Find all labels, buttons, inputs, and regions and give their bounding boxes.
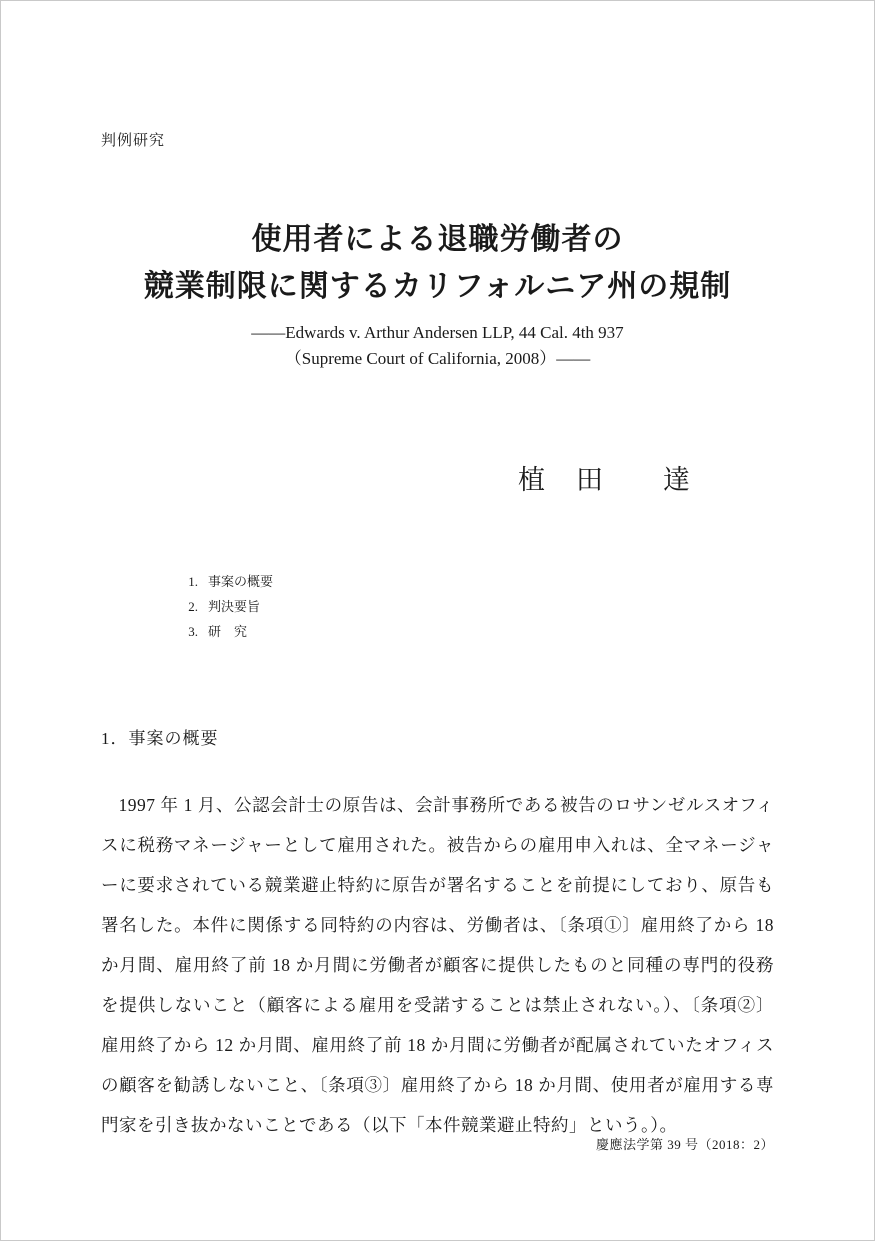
toc-item-number: 3. (188, 624, 198, 639)
toc-item-label: 判決要旨 (208, 599, 261, 614)
author-name: 植 田 達 (518, 465, 692, 495)
case-citation (1, 320, 874, 372)
toc-item-label: 研 究 (208, 624, 248, 639)
toc-item (176, 594, 874, 619)
table-of-contents (176, 569, 874, 644)
subtitle-line-1: ——Edwards v. Arthur Andersen LLP, 44 Cal. 4th 937 (251, 323, 624, 342)
title-line-1: 使用者による退職労働者の (251, 223, 624, 256)
subtitle-line-2: （Supreme Court of California, 2008）—— (284, 349, 591, 368)
toc-item-label: 事案の概要 (208, 574, 274, 589)
header-label: 判例研究 (101, 133, 166, 149)
body-paragraph: 1997 年 1 月、公認会計士の原告は、会計事務所である被告のロサンゼルスオフィスに税務マネージャーとして雇用された。被告からの雇用申入れは、全マネージャーに要求されている競業避止特約に原告が署名することを前提にしており、原告も署名した。本件に関係する同特約の内容は、労働者は、〔条項①〕雇用終了から 18 か月間、雇用終了前 18 か月間に労働者が顧客に提供したものと同種の専門的役務を提供しないこと（顧客による雇用を受諾することは禁止されない。）、〔条項②〕雇用終了から 12 か月間、雇用終了前 18 か月間に労働者が配属されていたオフィスの顧客を勧誘しないこと、〔条項③〕雇用終了から 18 か月間、使用者が雇用する専門家を引き抜かないことである（以下「本件競業避止特約」という。）。 (101, 795, 774, 1135)
author-block (1, 458, 874, 497)
journal-footer: 慶應法学第 39 号（2018：2） (595, 1137, 774, 1152)
section-heading: 1．事案の概要 (101, 729, 219, 748)
document-title (1, 216, 874, 310)
title-line-2: 競業制限に関するカリフォルニア州の規制 (143, 270, 732, 303)
toc-item-number: 2. (188, 599, 198, 614)
toc-item-number: 1. (188, 574, 198, 589)
toc-item (176, 619, 874, 644)
toc-item (176, 569, 874, 594)
